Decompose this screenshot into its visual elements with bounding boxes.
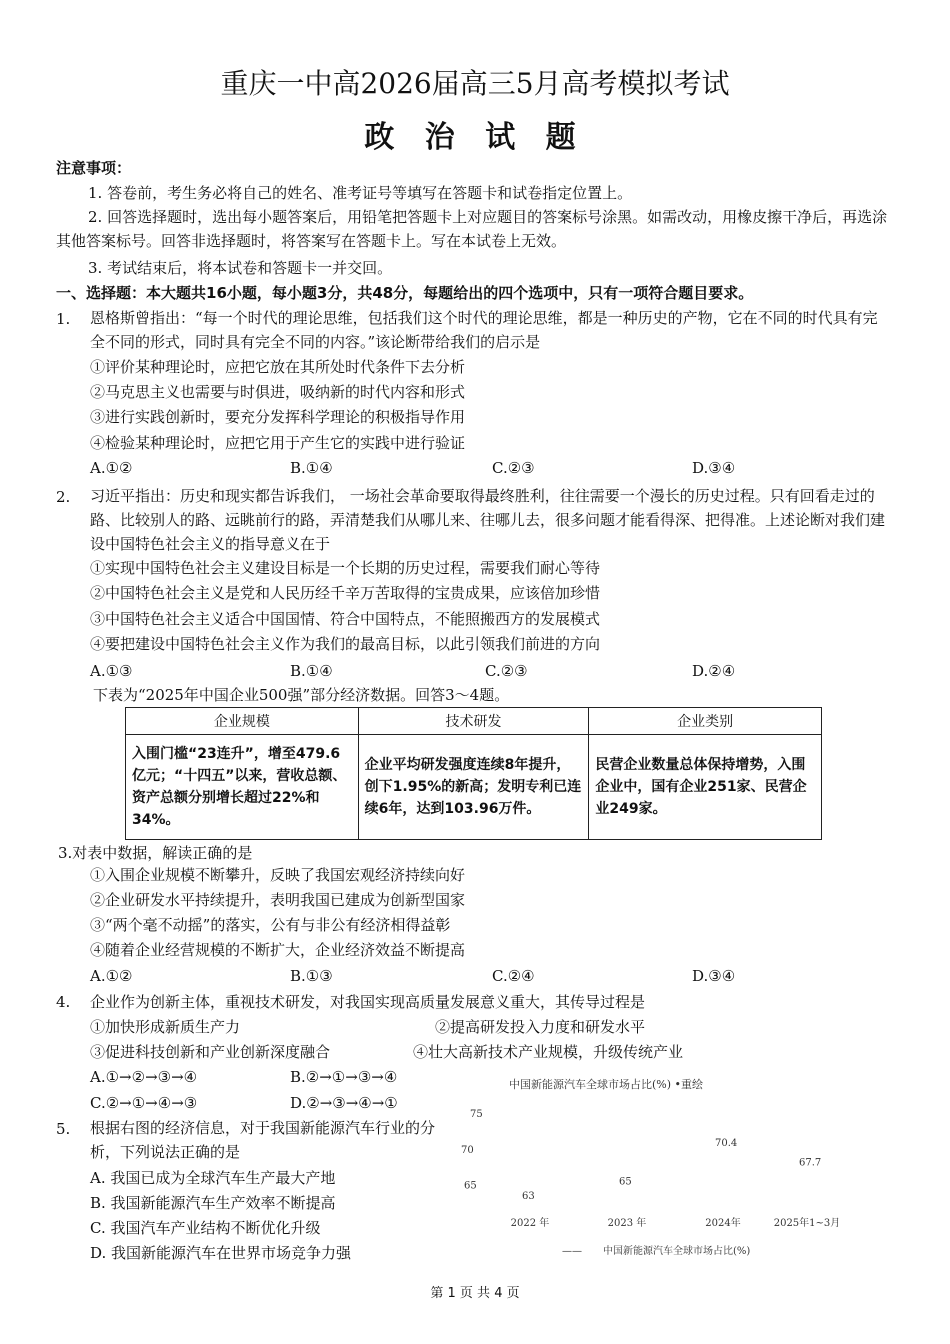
x-tick-label: 2022 年 (510, 1218, 550, 1229)
q2-option-d[interactable]: D.②④ (692, 662, 736, 680)
q3-stem: 3.对表中数据，解读正确的是 (58, 844, 253, 862)
y-tick-label: 70 (461, 1144, 474, 1156)
notice-item-1: 1. 答卷前，考生务必将自己的姓名、准考证号等填写在答题卡和试卷指定位置上。 (88, 184, 633, 202)
q4-statement-4: ④壮大高新技术产业规模，升级传统产业 (413, 1043, 684, 1061)
data-label: 67.7 (799, 1157, 822, 1169)
q1-statement-3: ③进行实践创新时，要充分发挥科学理论的积极指导作用 (90, 408, 466, 426)
market-share-chart (455, 1066, 855, 1266)
q5-option-d[interactable]: D. 我国新能源汽车在世界市场竞争力强 (90, 1244, 352, 1262)
section-heading: 一、选择题：本大题共16小题，每小题3分，共48分，每题给出的四个选项中，只有一项符合题目要求。 (56, 284, 754, 302)
table-header-scale: 企业规模 (126, 708, 359, 735)
q1-option-d[interactable]: D.③④ (692, 459, 736, 477)
table-row (126, 735, 822, 840)
x-tick-label: 2023 年 (607, 1218, 647, 1229)
q1-option-c[interactable]: C.②③ (492, 459, 535, 477)
q1-number: 1. (56, 310, 71, 328)
legend-line-marker: —— (562, 1246, 582, 1257)
data-label: 65 (619, 1176, 632, 1188)
q2-number: 2. (56, 488, 71, 506)
x-tick-label: 2025年1~3月 (773, 1218, 841, 1229)
q5-option-b[interactable]: B. 我国新能源汽车生产效率不断提高 (90, 1194, 336, 1212)
q3-statement-2: ②企业研发水平持续提升，表明我国已建成为创新型国家 (90, 891, 466, 909)
q5-option-a[interactable]: A. 我国已成为全球汽车生产最大产地 (90, 1169, 336, 1187)
q4-stem: 企业作为创新主体，重视技术研发，对我国实现高质量发展意义重大，其传导过程是 (90, 993, 646, 1011)
q3-option-a[interactable]: A.①② (90, 967, 133, 985)
y-tick-labels (461, 1109, 483, 1191)
data-label: 70.4 (715, 1138, 738, 1149)
q2-statement-4: ④要把建设中国特色社会主义作为我们的最高目标，以此引领我们前进的方向 (90, 635, 601, 653)
notice-heading: 注意事项： (56, 159, 132, 177)
q4-option-c[interactable]: C.②→①→④→③ (90, 1094, 198, 1112)
q4-statement-1: ①加快形成新质生产力 (90, 1018, 241, 1036)
legend-label: 中国新能源汽车全球市场占比(%) (603, 1246, 751, 1257)
table-header-row (126, 708, 822, 735)
table-intro: 下表为“2025年中国企业500强”部分经济数据。回答3～4题。 (93, 686, 510, 704)
y-tick-label: 65 (464, 1180, 477, 1192)
q2-option-c[interactable]: C.②③ (485, 662, 528, 680)
exam-title: 重庆一中高2026届高三5月高考模拟考试 (220, 67, 730, 100)
table-header-category: 企业类别 (589, 708, 822, 735)
data-label: 63 (522, 1190, 535, 1202)
q4-statement-2: ②提高研发投入力度和研发水平 (435, 1018, 646, 1036)
subject-title: 政 治 试 题 (364, 120, 586, 155)
q3-option-d[interactable]: D.③④ (692, 967, 736, 985)
q3-statement-4: ④随着企业经营规模的不断扩大，企业经济效益不断提高 (90, 941, 466, 959)
q5-option-c[interactable]: C. 我国汽车产业结构不断优化升级 (90, 1219, 321, 1237)
q4-statement-3: ③促进科技创新和产业创新深度融合 (90, 1043, 331, 1061)
q3-statement-3: ③“两个毫不动摇”的落实，公有与非公有经济相得益彰 (90, 916, 451, 934)
q4-number: 4. (56, 993, 71, 1011)
x-tick-label: 2024年 (705, 1218, 741, 1229)
notice-item-3: 3. 考试结束后，将本试卷和答题卡一并交回。 (88, 259, 393, 277)
x-tick-labels (511, 1216, 841, 1229)
q4-option-d[interactable]: D.②→③→④→① (290, 1094, 398, 1112)
q2-option-a[interactable]: A.①③ (90, 662, 133, 680)
page-number: 第 1 页 共 4 页 (430, 1286, 520, 1301)
y-tick-label: 75 (470, 1109, 483, 1121)
q1-option-a[interactable]: A.①② (90, 459, 133, 477)
q1-statement-4: ④检验某种理论时，应把它用于产生它的实践中进行验证 (90, 434, 466, 452)
table-cell-category: 民营企业数量总体保持增势，入围企业中，国有企业251家、民营企业249家。 (589, 735, 822, 840)
q2-stem: 习近平指出：历史和现实都告诉我们， 一场社会革命要取得最终胜利，往往需要一个漫长的历史过程。只有回看走过的路、比较别人的路、远眺前行的路，弄清楚我们从哪儿来、往哪儿去，很多问题才能看得深、把得准。上述论断对我们建设中国特色社会主义的指导意义在于 (90, 487, 886, 553)
q2-statement-3: ③中国特色社会主义适合中国国情、符合中国特点，不能照搬西方的发展模式 (90, 610, 601, 628)
chart-title: 中国新能源汽车全球市场占比(%) •重绘 (509, 1078, 704, 1091)
table-cell-scale: 入围门槛“23连升”，增至479.6亿元；“十四五”以来，营收总额、资产总额分别增长超过22%和34%。 (126, 735, 359, 840)
q2-statement-2: ②中国特色社会主义是党和人民历经千辛万苦取得的宝贵成果，应该倍加珍惜 (90, 584, 601, 602)
notice-item-2: 2. 回答选择题时，选出每小题答案后，用铅笔把答题卡上对应题目的答案标号涂黑。如需改动，用橡皮擦干净后，再选涂其他答案标号。回答非选择题时，将答案写在答题卡上。写在本试卷上无效。 (56, 208, 888, 250)
q1-stem: 恩格斯曾指出：“每一个时代的理论思维，包括我们这个时代的理论思维，都是一种历史的产物，它在不同的时代具有完全不同的形式，同时具有完全不同的内容。”该论断带给我们的启示是 (90, 309, 878, 351)
table-header-rnd: 技术研发 (358, 708, 589, 735)
table-cell-rnd: 企业平均研发强度连续8年提升，创下1.95%的新高；发明专利已连续6年，达到103.96万件。 (358, 735, 589, 840)
enterprise-data-table (125, 707, 822, 840)
q2-option-b[interactable]: B.①④ (290, 662, 333, 680)
q1-statement-2: ②马克思主义也需要与时俱进，吸纳新的时代内容和形式 (90, 383, 466, 401)
q4-option-a[interactable]: A.①→②→③→④ (90, 1068, 198, 1086)
q1-statement-1: ①评价某种理论时，应把它放在其所处时代条件下去分析 (90, 358, 466, 376)
q2-statement-1: ①实现中国特色社会主义建设目标是一个长期的历史过程，需要我们耐心等待 (90, 559, 601, 577)
q3-option-c[interactable]: C.②④ (492, 967, 535, 985)
q5-stem: 根据右图的经济信息，对于我国新能源汽车行业的分析，下列说法正确的是 (90, 1119, 436, 1161)
q1-option-b[interactable]: B.①④ (290, 459, 333, 477)
q3-option-b[interactable]: B.①③ (290, 967, 333, 985)
q5-number: 5. (56, 1120, 71, 1138)
q3-statement-1: ①入围企业规模不断攀升，反映了我国宏观经济持续向好 (90, 866, 466, 884)
data-labels (522, 1138, 821, 1202)
q4-option-b[interactable]: B.②→①→③→④ (290, 1068, 398, 1086)
